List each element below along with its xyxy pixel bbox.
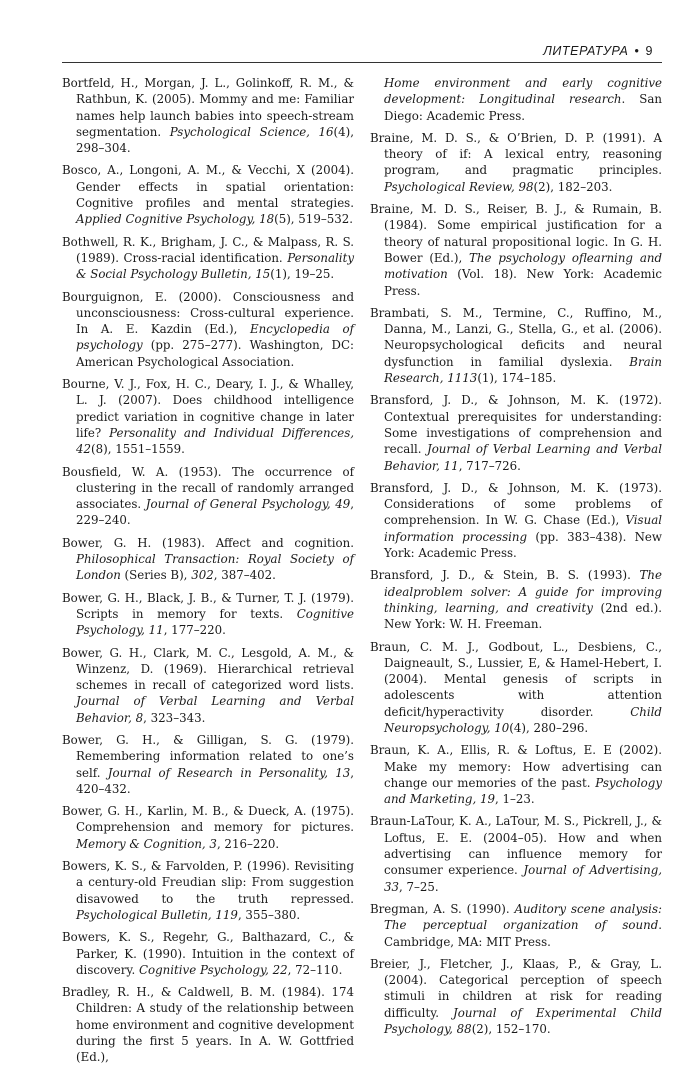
reference-italic-text: The psychology oflearning and motivation xyxy=(384,250,663,282)
reference-italic-text: Journal of Advertising, 33 xyxy=(384,863,662,894)
reference-italic-text: Psychological Bulletin, 119 xyxy=(76,907,238,922)
reference-text: , 355–380. xyxy=(237,907,301,922)
reference-text: (1), 174–185. xyxy=(477,371,557,386)
reference-text: Bower, G. H. (1983). Affect and cognition. xyxy=(62,535,354,550)
reference-entry xyxy=(370,392,662,473)
reference-text: Bower, G. H., Karlin, M. B., & Dueck, A. (1975). Comprehension and memory for pictures. xyxy=(62,804,354,835)
reference-text: , 387–402. xyxy=(213,568,276,583)
reference-italic-text: Auditory scene analysis: The perceptual organization of sound xyxy=(384,901,662,933)
reference-text: (Series B), xyxy=(120,568,192,583)
reference-text: , 72–110. xyxy=(287,962,343,977)
reference-italic-text: Psychological Review, 98 xyxy=(384,179,534,194)
reference-entry xyxy=(62,929,354,978)
reference-text: , 323–343. xyxy=(143,710,206,725)
reference-text: Bransford, J. D., & Johnson, M. K. (1973). Considerations of some problems of comprehension. In W. G. Chase (Ed.), xyxy=(370,480,662,528)
header-rule xyxy=(62,62,662,63)
reference-text: , 7–25. xyxy=(399,879,439,894)
reference-entry xyxy=(370,130,662,195)
reference-text: Bower, G. H., Clark, M. C., Lesgold, A. M., & Winzenz, D. (1969). Hierarchical retrieval schemes in recall of categorized word lists. xyxy=(62,645,354,693)
reference-entry xyxy=(62,376,354,457)
reference-italic-text: Journal of Experimental Child Psychology, 88 xyxy=(384,1005,663,1037)
reference-italic-text: Memory & Cognition, 3 xyxy=(76,836,217,851)
reference-text: Bowers, K. S., Regehr, G., Balthazard, C., & Parker, K. (1990). Intuition in the context of discovery. xyxy=(62,930,354,977)
reference-text: Bradley, R. H., & Caldwell, B. M. (1984). 174 Children: A study of the relationship between home environment and cognitive development during the first 5 years. In A. W. Gottfried (Ed.), xyxy=(62,985,354,1065)
reference-italic-text: Brain Research, 1113 xyxy=(384,354,662,386)
reference-text: Braun, K. A., Ellis, R. & Loftus, E. E (2002). Make my memory: How advertising can change our memories of the past. xyxy=(370,743,662,790)
reference-text: (5), 519–532. xyxy=(274,212,353,227)
reference-text: Bregman, A. S. (1990). xyxy=(370,901,515,916)
reference-entry xyxy=(370,901,662,950)
reference-entry xyxy=(62,803,354,852)
reference-italic-text: Visual information processing xyxy=(384,513,662,544)
reference-text: Braun-LaTour, K. A., LaTour, M. S., Pickrell, J., & Loftus, E. E. (2004–05). How and when advertising can influence memory for consumer experience. xyxy=(370,814,662,878)
reference-text: Bourguignon, E. (2000). Consciousness and unconsciousness: Cross-cultural experience. In A. E. Kazdin (Ed.), xyxy=(62,289,354,337)
reference-entry xyxy=(370,305,662,386)
reference-text: Bower, G. H., Black, J. B., & Turner, T. J. (1979). Scripts in memory for texts. xyxy=(62,590,354,621)
reference-entry xyxy=(62,289,354,370)
reference-text: Bowers, K. S., & Farvolden, P. (1996). Revisiting a century-old Freudian slip: From suggestion disavowed to the truth repressed. xyxy=(62,859,354,906)
reference-italic-text: Philosophical Transaction: Royal Society of London xyxy=(76,552,354,583)
reference-text: (2nd ed.). New York: W. H. Freeman. xyxy=(384,600,662,632)
reference-entry xyxy=(370,956,662,1037)
reference-text: (Vol. 18). New York: Academic Press. xyxy=(384,267,662,298)
reference-italic-text: Encyclopedia of psychology xyxy=(76,322,354,353)
running-head-separator: • xyxy=(634,44,640,58)
reference-entry xyxy=(62,732,354,797)
reference-text: . San Diego: Academic Press. xyxy=(384,92,663,123)
reference-italic-text: 302 xyxy=(191,568,214,583)
reference-entry xyxy=(62,464,354,529)
reference-entry xyxy=(62,984,354,1065)
reference-italic-text: Personality & Social Psychology Bulletin, 15 xyxy=(76,250,354,282)
reference-italic-text: Journal of Verbal Learning and Verbal Behavior, 11 xyxy=(384,442,662,473)
reference-entry xyxy=(370,480,662,561)
reference-text: Brambati, S. M., Termine, C., Ruffino, M., Danna, M., Lanzi, G., Stella, G., et al. (2006). Neuropsychological deficits and neural dysfunction in familial dyslexia. xyxy=(370,305,662,369)
reference-column-left xyxy=(62,75,354,1072)
reference-entry xyxy=(62,590,354,639)
reference-italic-text: Home environment and early cognitive development: Longitudinal research xyxy=(384,76,662,107)
reference-italic-text: The idealproblem solver: A guide for improving thinking, learning, and creativity xyxy=(384,568,662,615)
reference-text: Bosco, A., Longoni, A. M., & Vecchi, X (2004). Gender effects in spatial orientation: Cognitive profiles and mental strategies. xyxy=(62,163,354,211)
reference-text: Bortfeld, H., Morgan, J. L., Golinkoff, R. M., & Rathbun, K. (2005). Mommy and me: Familiar names help launch babies into speech-stream segmentation. xyxy=(62,76,354,139)
reference-italic-text: Applied Cognitive Psychology, 18 xyxy=(76,212,275,227)
page-number: 9 xyxy=(645,44,653,58)
reference-text: (8), 1551–1559. xyxy=(91,442,185,457)
reference-text: , 717–726. xyxy=(458,458,521,473)
reference-text: (2), 152–170. xyxy=(471,1022,551,1037)
reference-italic-text: Journal of Research in Personality, 13 xyxy=(107,765,351,780)
reference-text: , 420–432. xyxy=(76,765,354,796)
reference-text: (pp. 383–438). New York: Academic Press. xyxy=(384,529,663,561)
reference-entry xyxy=(62,645,354,726)
reference-text: , 229–240. xyxy=(76,497,354,528)
reference-text: (4), 280–296. xyxy=(509,720,589,735)
reference-column-right xyxy=(370,75,662,1043)
reference-text: , 177–220. xyxy=(163,623,226,638)
running-head-title: ЛИТЕРАТУРА xyxy=(543,44,629,58)
reference-entry-continued xyxy=(370,75,662,124)
reference-italic-text: Journal of General Psychology, 49 xyxy=(145,497,351,512)
reference-entry xyxy=(370,567,662,632)
reference-text: (pp. 275–277). Washington, DC: American Psychological Association. xyxy=(76,338,354,369)
reference-text: . Cambridge, MA: MIT Press. xyxy=(384,918,662,949)
reference-text: Bransford, J. D., & Stein, B. S. (1993). xyxy=(370,568,640,583)
reference-text: Bower, G. H., & Gilligan, S. G. (1979). Remembering information related to one’s self. xyxy=(62,732,354,780)
reference-text: Braun, C. M. J., Godbout, L., Desbiens, C., Daigneault, S., Lussier, E, & Hamel-Hebert, I. (2004). Mental genesis of scripts in adolescents with attention deficit/hyperactivity disorder. xyxy=(370,639,662,719)
reference-italic-text: Child Neuropsychology, 10 xyxy=(384,704,662,735)
reference-text: Bothwell, R. K., Brigham, J. C., & Malpass, R. S. (1989). Cross-racial identification. xyxy=(62,234,354,265)
reference-entry xyxy=(370,639,662,737)
reference-italic-text: Personality and Individual Differences, 42 xyxy=(76,425,354,457)
reference-italic-text: Cognitive Psychology, 11 xyxy=(76,606,354,638)
reference-text: , 216–220. xyxy=(216,836,280,851)
reference-entry xyxy=(370,201,662,299)
reference-entry xyxy=(370,813,662,894)
reference-text: (2), 182–203. xyxy=(533,179,613,194)
reference-italic-text: Cognitive Psychology, 22 xyxy=(138,962,288,977)
reference-text: (1), 19–25. xyxy=(270,267,335,282)
reference-italic-text: Journal of Verbal Learning and Verbal Behavior, 8 xyxy=(76,694,354,725)
reference-entry xyxy=(62,535,354,584)
reference-text: Bransford, J. D., & Johnson, M. K. (1972). Contextual prerequisites for understanding: Some investigations of comprehension and recall. xyxy=(370,393,662,457)
reference-italic-text: Psychology and Marketing, 19 xyxy=(384,775,662,807)
reference-italic-text: Psychological Science, 16 xyxy=(169,124,334,139)
reference-text: Breier, J., Fletcher, J., Klaas, P., & Gray, L. (2004). Categorical perception of speech stimuli in children at risk for reading difficulty. xyxy=(370,956,662,1020)
reference-text: Bourne, V. J., Fox, H. C., Deary, I. J., & Whalley, L. J. (2007). Does childhood intelligence predict variation in cognitive change in later life? xyxy=(62,377,354,440)
reference-text: Braine, M. D. S., & O’Brien, D. P. (1991). A theory of if: A lexical entry, reasoning program, and pragmatic principles. xyxy=(370,130,662,178)
reference-text: , 1–23. xyxy=(495,792,535,807)
reference-entry xyxy=(370,742,662,807)
running-head xyxy=(543,44,653,58)
reference-text: Braine, M. D. S., Reiser, B. J., & Rumain, B. (1984). Some empirical justification for a theory of natural propositional logic. In G. H. Bower (Ed.), xyxy=(370,202,662,265)
reference-entry xyxy=(62,162,354,227)
reference-entry xyxy=(62,234,354,283)
reference-text: (4), 298–304. xyxy=(76,124,354,156)
reference-entry xyxy=(62,75,354,156)
reference-text: Bousfield, W. A. (1953). The occurrence of clustering in the recall of randomly arranged associates. xyxy=(62,464,354,512)
reference-entry xyxy=(62,858,354,923)
